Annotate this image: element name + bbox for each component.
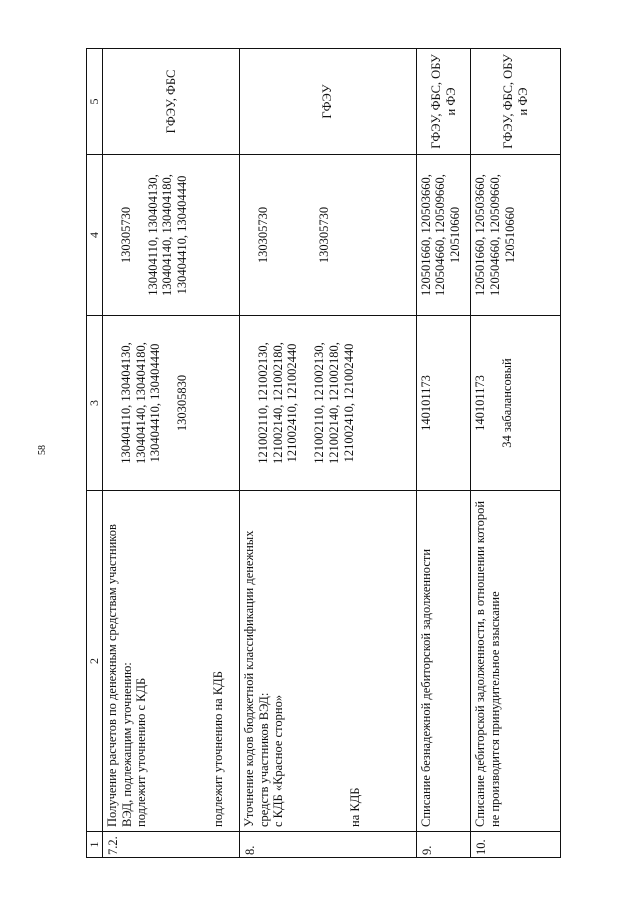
table-row	[416, 49, 471, 858]
description-main: Списание безнадежной дебиторской задолженности	[418, 548, 433, 827]
description-main: Уточнение кодов бюджетной классификации денежных средств участников ВЭД:	[241, 530, 271, 827]
debit-account	[102, 316, 239, 491]
description-sub: подлежит уточнению на КДБ	[211, 671, 226, 827]
account-codes: 130305830	[175, 374, 190, 432]
header-col-4: 4	[87, 155, 103, 316]
debit-account	[471, 316, 561, 491]
description-sub: подлежит уточнению с КДБ	[134, 677, 149, 827]
description-main: Списание дебиторской задолженности, в отношении которой не производится принудительное взыскание	[473, 500, 503, 827]
row-description	[416, 491, 471, 832]
account-codes: 130404110, 130404130, 130404140, 130404180, 130404410, 130404440	[145, 174, 190, 296]
account-codes: 120501660, 120503660, 120504660, 120509660, 120510660	[473, 174, 517, 296]
row-number: 8.	[239, 832, 416, 858]
account-codes: 130305730	[255, 206, 270, 264]
header-col-2: 2	[87, 491, 103, 832]
account-codes: 130305730	[118, 206, 133, 264]
credit-account	[102, 155, 239, 316]
account-codes: 121002110, 121002130, 121002140, 121002180, 121002410, 121002440	[312, 342, 356, 464]
table-row	[102, 49, 239, 858]
account-codes: 120501660, 120503660, 120504660, 120509660, 120510660	[418, 174, 463, 296]
responsible-units: ГФЭУ, ФБС	[102, 49, 239, 155]
header-col-5: 5	[87, 49, 103, 155]
responsible-units: ГФЭУ, ФБС, ОБУ и ФЭ	[416, 49, 471, 155]
debit-account	[416, 316, 471, 491]
row-description	[471, 491, 561, 832]
credit-account	[239, 155, 416, 316]
account-codes: 140101173	[473, 375, 488, 431]
accounting-table	[86, 48, 561, 858]
account-codes: 121002110, 121002130, 121002140, 121002180, 121002410, 121002440	[255, 342, 300, 464]
page-number: 58	[37, 445, 48, 455]
off-balance-account: 34 забалансовый	[500, 358, 515, 448]
account-codes: 130305730	[316, 206, 331, 264]
description-sub: с КДБ «Красное сторно»	[271, 694, 286, 827]
table-row	[471, 49, 561, 858]
debit-account	[239, 316, 416, 491]
credit-account	[416, 155, 471, 316]
row-number: 10.	[471, 832, 561, 858]
header-row	[87, 49, 103, 858]
description-main: Получение расчетов по денежным средствам участников ВЭД, подлежащим уточнению:	[104, 524, 134, 827]
rotated-table-wrapper	[86, 48, 561, 858]
row-description	[239, 491, 416, 832]
responsible-units: ГФЭУ	[239, 49, 416, 155]
account-codes: 140101173	[418, 375, 433, 431]
description-sub: на КДБ	[348, 787, 363, 827]
table-row	[239, 49, 416, 858]
header-col-1: 1	[87, 832, 103, 858]
responsible-units: ГФЭУ, ФБС, ОБУ и ФЭ	[471, 49, 561, 155]
row-number: 7.2.	[102, 832, 239, 858]
header-col-3: 3	[87, 316, 103, 491]
credit-account	[471, 155, 561, 316]
row-number: 9.	[416, 832, 471, 858]
account-codes: 130404110, 130404130, 130404140, 130404180, 130404410, 130404440	[118, 342, 163, 464]
row-description	[102, 491, 239, 832]
